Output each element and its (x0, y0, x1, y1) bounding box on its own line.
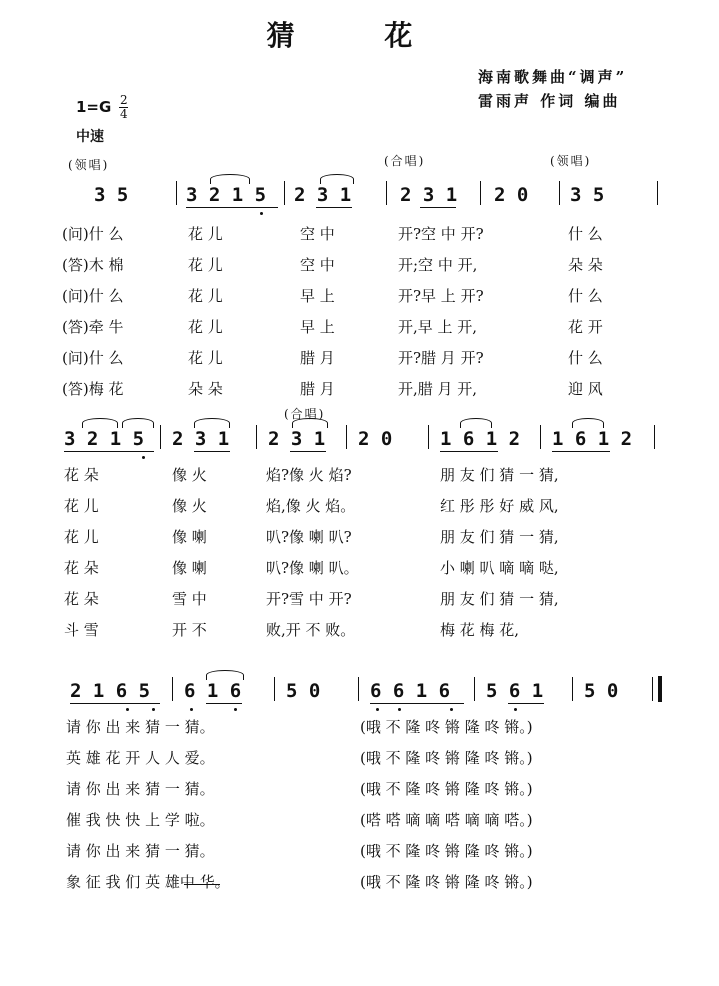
beam (194, 451, 230, 452)
lyric-line: 花 开 (568, 318, 603, 336)
barline (160, 425, 161, 449)
lyric-line: 开?雪 中 开? (266, 590, 352, 608)
lyric-line: (问)什 么 (62, 225, 124, 243)
lyrics-column (66, 712, 230, 898)
slur (210, 174, 250, 184)
notes-measure: 3 2 1 5 (186, 184, 267, 206)
lyrics-column (172, 460, 207, 646)
barline (358, 677, 359, 701)
slur (572, 418, 604, 428)
lyric-line: 开?早 上 开? (398, 287, 484, 305)
lyric-line: 花 儿 (188, 318, 223, 336)
lyric-line: 早 上 (300, 318, 335, 336)
lower-octave-dot (514, 708, 517, 711)
barline (559, 181, 560, 205)
notes-measure: 5 6 1 (486, 680, 544, 702)
lyric-line: 朋 友 们 猜 一 猜, (440, 528, 559, 546)
beam (552, 451, 610, 452)
lower-octave-dot (190, 708, 193, 711)
slur (122, 418, 154, 428)
slur (320, 174, 354, 184)
lyrics-column (360, 712, 533, 898)
time-signature: $\frac{2}{4}$ (120, 93, 128, 121)
lyric-underline (184, 884, 220, 885)
lower-octave-dot (450, 708, 453, 711)
final-barline-thin (652, 677, 653, 701)
notes-measure: 3 5 (94, 184, 129, 206)
lyric-line: 花 儿 (188, 349, 223, 367)
notes-measure: 1 6 1 2 (552, 428, 633, 450)
lyric-line: (哦 不 隆 咚 锵 隆 咚 锵。) (360, 873, 533, 891)
barline (284, 181, 285, 205)
lyric-line: 花 儿 (188, 225, 223, 243)
lyric-line: 花 儿 (188, 287, 223, 305)
lyric-line: 空 中 (300, 225, 335, 243)
lyric-line: 红 彤 彤 好 威 风, (440, 497, 559, 515)
barline (480, 181, 481, 205)
role-chorus: (合唱) (384, 154, 426, 168)
lyric-line: 梅 花 梅 花, (440, 621, 520, 639)
lyrics-column (266, 460, 359, 646)
barline (654, 425, 655, 449)
beam (370, 703, 464, 704)
lyric-line: 像 喇 (172, 528, 207, 546)
notes-measure: 5 0 (286, 680, 321, 702)
lyric-line: 花 儿 (64, 528, 99, 546)
notes-measure: 2 0 (494, 184, 529, 206)
lower-octave-dot (234, 708, 237, 711)
barline (474, 677, 475, 701)
lyric-line: 斗 雪 (64, 621, 99, 639)
notes-measure: 3 2 1 5 (64, 428, 145, 450)
lyric-line: 腊 月 (300, 380, 335, 398)
lower-octave-dot (398, 708, 401, 711)
notes-measure: 2 3 1 (294, 184, 352, 206)
lyric-line: 什 么 (568, 225, 603, 243)
lyric-line: 焰?像 火 焰? (266, 466, 352, 484)
lyric-line: 花 儿 (64, 497, 99, 515)
lyric-line: 早 上 (300, 287, 335, 305)
lyric-line: 像 喇 (172, 559, 207, 577)
notes-measure: 2 3 1 (268, 428, 326, 450)
lyric-line: 朵 朵 (188, 380, 223, 398)
barline (346, 425, 347, 449)
author-credit: 雷雨声 作词 编曲 (478, 92, 621, 110)
lower-octave-dot (126, 708, 129, 711)
final-barline-thick (658, 676, 662, 702)
lyric-line: (问)什 么 (62, 349, 124, 367)
notes-measure: 6 6 1 6 (370, 680, 451, 702)
notes-measure: 5 0 (584, 680, 619, 702)
beam (508, 703, 544, 704)
barline (572, 677, 573, 701)
song-title: 猜 花 (266, 19, 453, 52)
lyrics-column (300, 219, 335, 405)
role-chorus: (合唱) (284, 407, 326, 421)
lyric-line: 朵 朵 (568, 256, 603, 274)
lyric-line: (问)什 么 (62, 287, 124, 305)
lyric-line: 催 我 快 快 上 学 啦。 (66, 811, 215, 829)
beam (186, 207, 278, 208)
lower-octave-dot (376, 708, 379, 711)
slur (292, 418, 328, 428)
lyric-line: 腊 月 (300, 349, 335, 367)
lyrics-column (440, 460, 559, 646)
lyric-line: 朋 友 们 猜 一 猜, (440, 590, 559, 608)
lyric-line: 迎 风 (568, 380, 603, 398)
lyric-line: 请 你 出 来 猜 一 猜。 (66, 842, 215, 860)
key-time-signature (76, 95, 128, 120)
barline (386, 181, 387, 205)
lyric-line: 开?空 中 开? (398, 225, 484, 243)
barline (428, 425, 429, 449)
barline (540, 425, 541, 449)
lyric-line: 花 朵 (64, 559, 99, 577)
lyric-line: 英 雄 花 开 人 人 爱。 (66, 749, 215, 767)
lyrics-column (568, 219, 603, 405)
beam (420, 207, 456, 208)
lyric-line: 开,腊 月 开, (398, 380, 478, 398)
lyric-line: (答)牵 牛 (62, 318, 124, 336)
lyric-line: 请 你 出 来 猜 一 猜。 (66, 780, 215, 798)
lower-octave-dot (260, 212, 263, 215)
key-signature: 1=G (76, 98, 112, 116)
slur (206, 670, 244, 680)
tempo-marking: 中速 (76, 129, 104, 145)
lyric-line: 象 征 我 们 英 雄中 华。 (66, 873, 230, 891)
lyrics-column (188, 219, 223, 405)
lyric-line: (哦 不 隆 咚 锵 隆 咚 锵。) (360, 780, 533, 798)
lyric-line: 焰,像 火 焰。 (266, 497, 356, 515)
lyric-line: 请 你 出 来 猜 一 猜。 (66, 718, 215, 736)
barline (176, 181, 177, 205)
lyric-line: 叭?像 喇 叭? (266, 528, 352, 546)
lyric-line: 朋 友 们 猜 一 猜, (440, 466, 559, 484)
lyrics-column (62, 219, 123, 405)
notes-measure: 2 0 (358, 428, 393, 450)
notes-measure: 2 1 6 5 (70, 680, 151, 702)
notes-measure: 3 5 (570, 184, 605, 206)
slur (82, 418, 118, 428)
lower-octave-dot (152, 708, 155, 711)
lyric-line: (答)木 棉 (62, 256, 124, 274)
role-lead: (领唱) (550, 154, 592, 168)
lyric-line: (哦 不 隆 咚 锵 隆 咚 锵。) (360, 718, 533, 736)
genre-credit: 海南歌舞曲“调声” (478, 68, 628, 86)
lyric-line: 什 么 (568, 287, 603, 305)
lyric-line: 开,早 上 开, (398, 318, 478, 336)
lyric-line: (哦 不 隆 咚 锵 隆 咚 锵。) (360, 749, 533, 767)
beam (440, 451, 498, 452)
notes-measure: 2 3 1 (400, 184, 458, 206)
lyric-line: 叭?像 喇 叭。 (266, 559, 359, 577)
notes-measure: 6 1 6 (184, 680, 242, 702)
role-lead: (领唱) (68, 158, 110, 172)
beam (316, 207, 352, 208)
lyric-line: 像 火 (172, 497, 207, 515)
beam (70, 703, 160, 704)
lyric-line: 开 不 (172, 621, 207, 639)
lyric-line: 败,开 不 败。 (266, 621, 356, 639)
barline (172, 677, 173, 701)
beam (64, 451, 154, 452)
slur (460, 418, 492, 428)
lyric-line: 花 朵 (64, 590, 99, 608)
slur (194, 418, 230, 428)
lyric-line: 雪 中 (172, 590, 207, 608)
lyric-line: 开?腊 月 开? (398, 349, 484, 367)
lyric-line: (哦 不 隆 咚 锵 隆 咚 锵。) (360, 842, 533, 860)
lyric-line: 开;空 中 开, (398, 256, 478, 274)
lyrics-column (398, 219, 484, 405)
lyric-line: (答)梅 花 (62, 380, 124, 398)
barline (657, 181, 658, 205)
lyric-line: 花 朵 (64, 466, 99, 484)
lyric-line: 空 中 (300, 256, 335, 274)
lyric-line: 什 么 (568, 349, 603, 367)
lyrics-column (64, 460, 99, 646)
notes-measure: 2 3 1 (172, 428, 230, 450)
beam (290, 451, 326, 452)
lyric-line: 花 儿 (188, 256, 223, 274)
lower-octave-dot (142, 456, 145, 459)
lyric-line: 像 火 (172, 466, 207, 484)
lyric-line: (嗒 嗒 嘀 嘀 嗒 嘀 嘀 嗒。) (360, 811, 533, 829)
lyric-line: 小 喇 叭 嘀 嘀 哒, (440, 559, 559, 577)
barline (256, 425, 257, 449)
beam (206, 703, 242, 704)
barline (274, 677, 275, 701)
notes-measure: 1 6 1 2 (440, 428, 521, 450)
